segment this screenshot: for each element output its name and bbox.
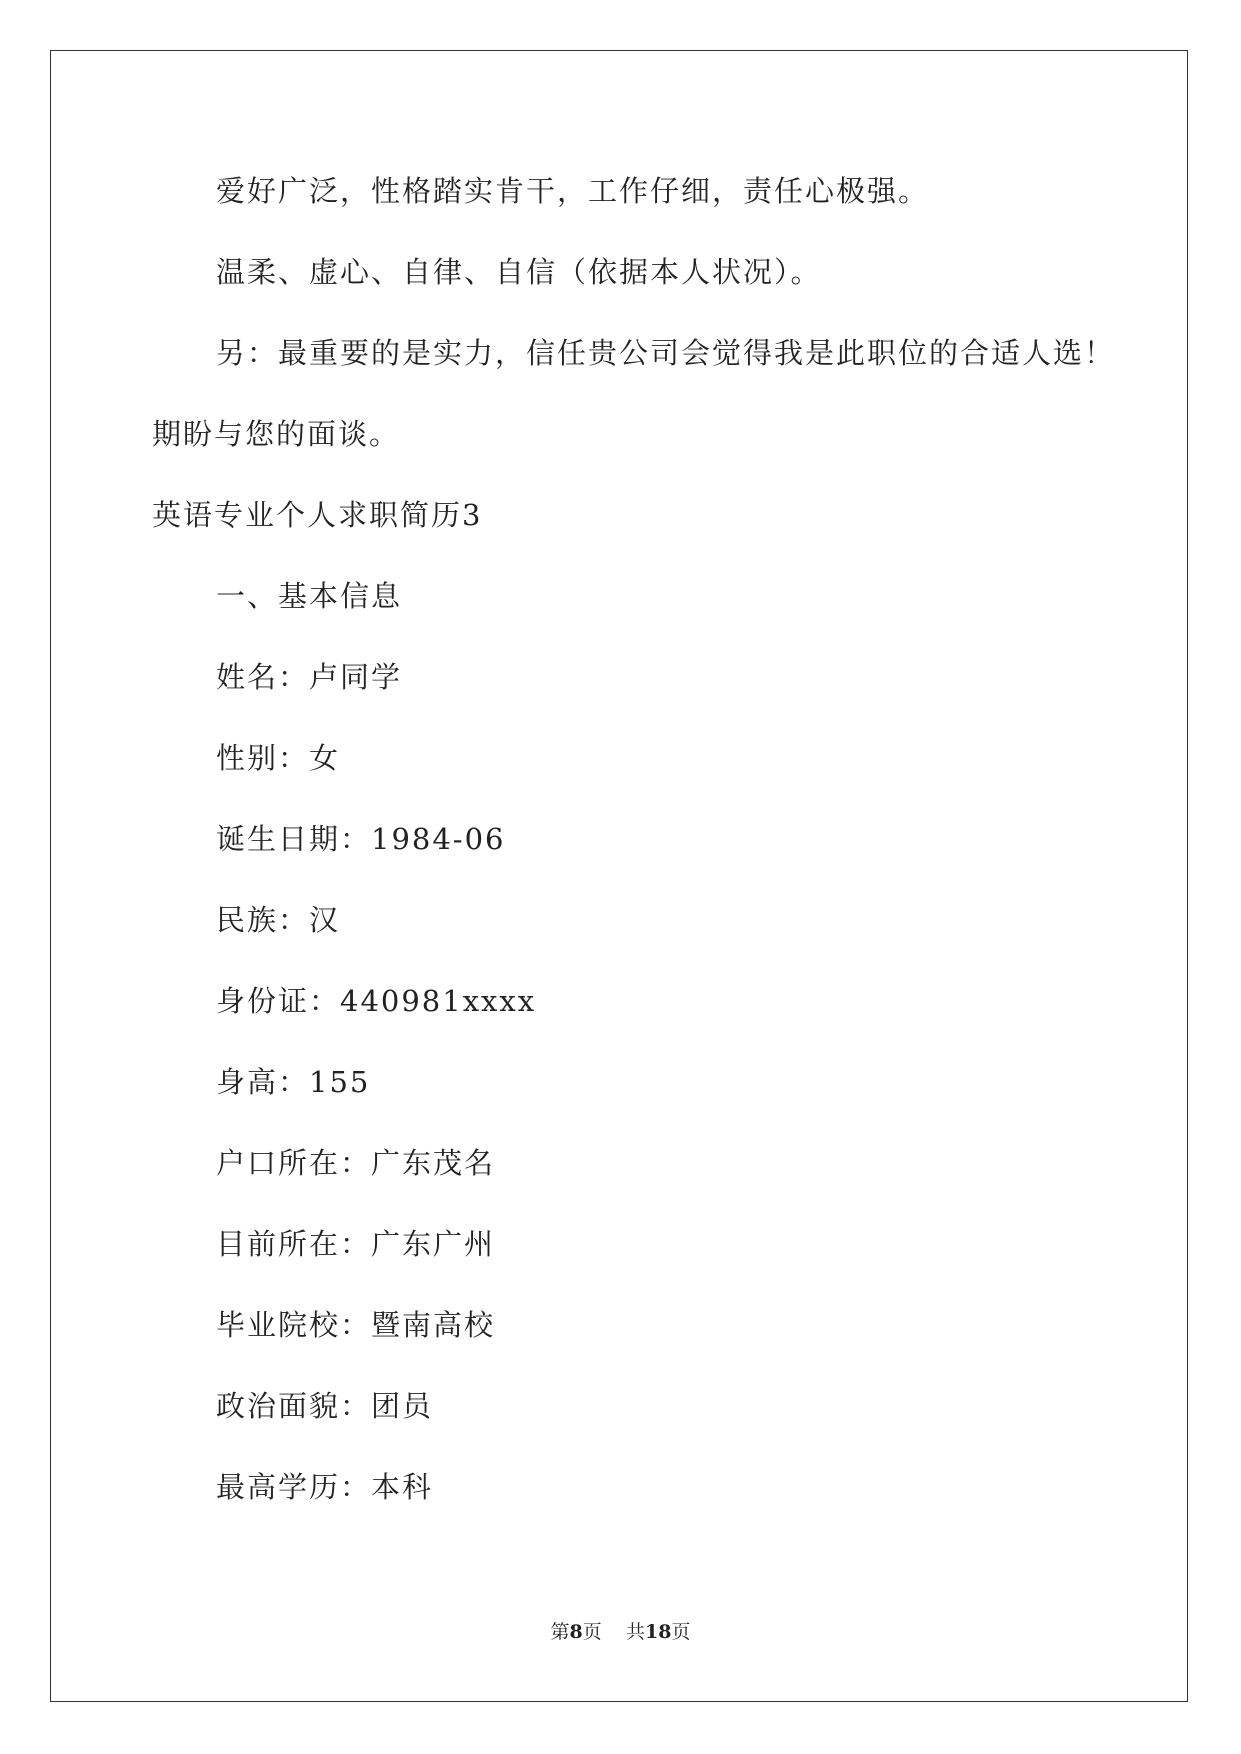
field-highest-degree: 最高学历：本科: [216, 1470, 434, 1504]
paragraph-personality: 温柔、虚心、自律、自信（依据本人状况）。: [216, 255, 822, 289]
field-id-number: 身份证：440981xxxx: [216, 984, 537, 1018]
footer-current-page: 8: [569, 1621, 583, 1643]
field-birth-date: 诞生日期：1984-06: [216, 822, 506, 856]
field-gender: 性别：女: [216, 741, 341, 775]
field-current-location: 目前所在：广东广州: [216, 1227, 496, 1261]
paragraph-closing-continuation: 期盼与您的面谈。: [152, 417, 401, 451]
field-height: 身高：155: [216, 1065, 371, 1099]
footer-total-prefix: 共: [625, 1621, 645, 1643]
field-name: 姓名：卢同学: [216, 660, 403, 694]
field-graduate-school: 毕业院校：暨南高校: [216, 1308, 496, 1342]
footer-total-suffix: 页: [671, 1621, 691, 1643]
field-hukou-location: 户口所在：广东茂名: [216, 1146, 496, 1180]
field-ethnicity: 民族：汉: [216, 903, 341, 937]
paragraph-hobbies: 爱好广泛，性格踏实肯干，工作仔细，责任心极强。: [216, 174, 930, 208]
paragraph-closing-statement: 另：最重要的是实力，信任贵公司会觉得我是此职位的合适人选！: [216, 336, 1116, 370]
section-title: 英语专业个人求职简历3: [152, 498, 483, 532]
footer-prefix: 第: [550, 1621, 570, 1643]
field-political-status: 政治面貌：团员: [216, 1389, 434, 1423]
page-footer: [0, 1620, 1241, 1644]
section-heading-basic-info: 一、基本信息: [216, 579, 403, 613]
footer-page-suffix: 页: [582, 1621, 602, 1643]
page-border: [50, 50, 1188, 1702]
footer-total-pages: 18: [644, 1621, 672, 1643]
